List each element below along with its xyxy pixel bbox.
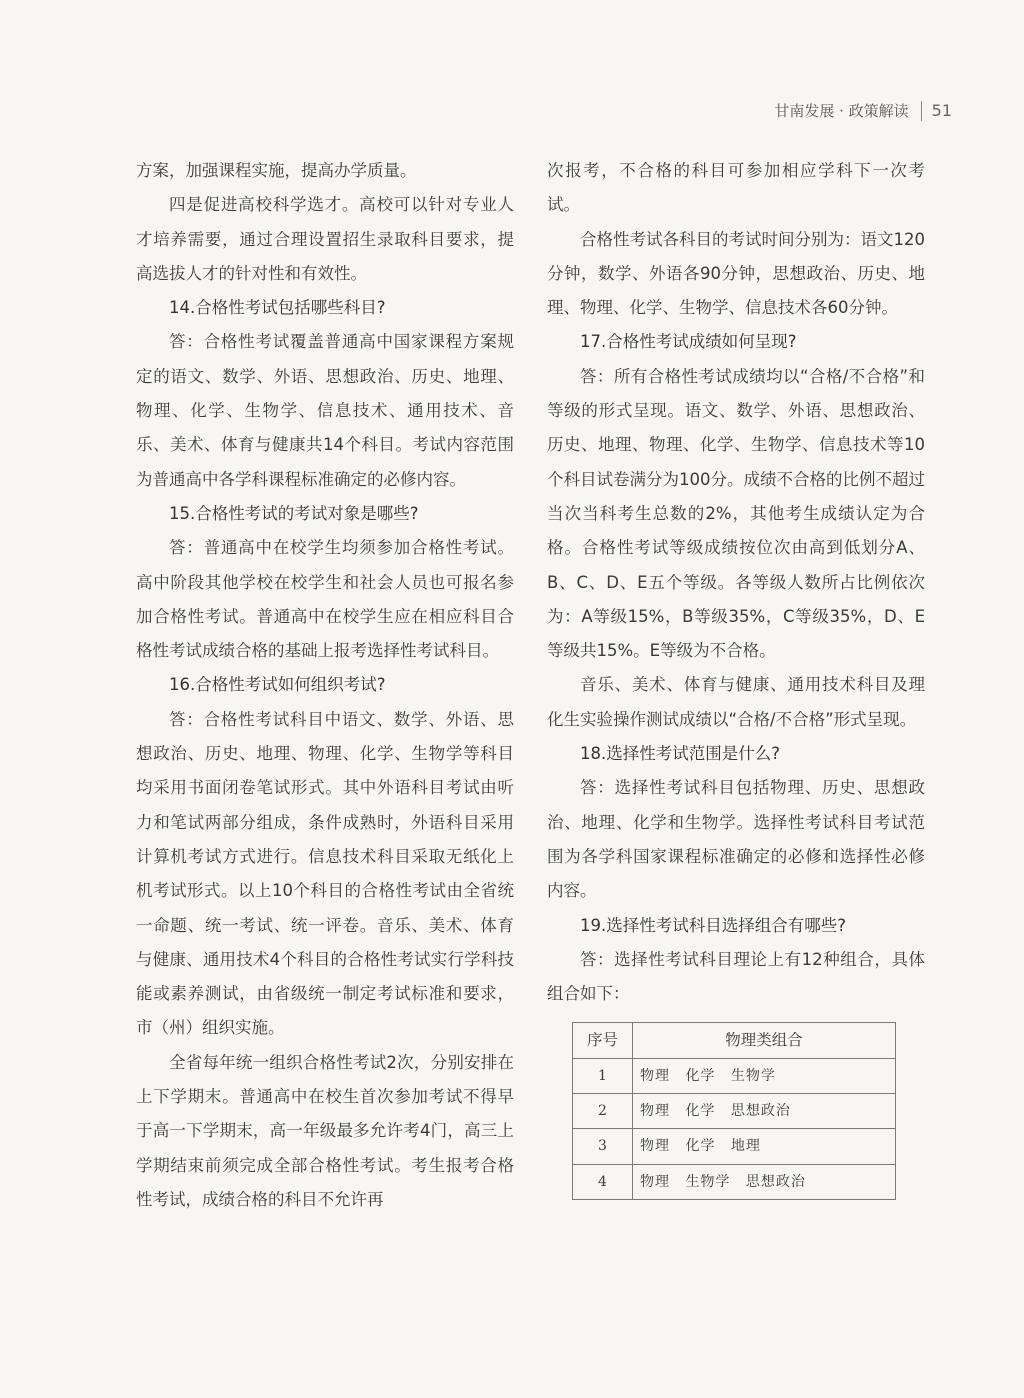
combination-table [572,1022,896,1199]
body-paragraph: 答：合格性考试科目中语文、数学、外语、思想政治、历史、地理、物理、化学、生物学等科目均采用书面闭卷笔试形式。其中外语科目考试由听力和笔试两部分组成，条件成熟时，外语科目采用计算机考试方式进行。信息技术科目采取无纸化上机考试形式。以上10个科目的合格性考试由全省统一命题、统一考试、统一评卷。音乐、美术、体育与健康、通用技术4个科目的合格性考试实行学科技能或素养测试，由省级统一制定考试标准和要求，市（州）组织实施。 [136,709,514,1038]
question-heading: 17.合格性考试成绩如何呈现? [580,332,797,352]
table-header-combo: 物理类组合 [633,1023,896,1058]
table-header-no: 序号 [573,1023,633,1058]
table-row [573,1094,896,1129]
body-paragraph: 答：选择性考试科目理论上有12种组合，具体组合如下： [547,949,925,1004]
right-column [547,154,925,1200]
right-paragraphs [547,154,925,1011]
table-row [573,1058,896,1093]
body-paragraph: 合格性考试各科目的考试时间分别为：语文120分钟，数学、外语各90分钟，思想政治、历史、地理、物理、化学、生物学、信息技术各60分钟。 [547,229,925,318]
header-title: 甘南发展 · 政策解读 [774,102,909,120]
running-header [774,100,952,121]
row-subjects: 物理 生物学 思想政治 [633,1164,896,1199]
row-subjects: 物理 化学 地理 [633,1129,896,1164]
question-heading: 18.选择性考试范围是什么? [580,744,780,764]
table-row [573,1164,896,1199]
row-subjects: 物理 化学 思想政治 [633,1094,896,1129]
body-paragraph: 答：所有合格性考试成绩均以“合格/不合格”和等级的形式呈现。语文、数学、外语、思想政治、历史、地理、物理、化学、生物学、信息技术等10个科目试卷满分为100分。成绩不合格的比例不超过当次当科考生总数的2%，其他考生成绩认定为合格。合格性考试等级成绩按位次由高到低划分A、B、C、D、E五个等级。各等级人数所占比例依次为：A等级15%，B等级35%，C等级35%，D、E等级共15%。E等级为不合格。 [547,366,925,661]
body-paragraph: 全省每年统一组织合格性考试2次，分别安排在上下学期末。普通高中在校生首次参加考试不得早于高一下学期末，高一年级最多允许考4门，高三上学期结束前须完成全部合格性考试。考生报考合格性考试，成绩合格的科目不允许再 [136,1052,514,1209]
question-heading: 19.选择性考试科目选择组合有哪些? [580,915,846,935]
question-heading: 14.合格性考试包括哪些科目? [169,298,386,318]
header-divider [921,101,922,121]
body-paragraph: 答：普通高中在校学生均须参加合格性考试。高中阶段其他学校在校学生和社会人员也可报名参加合格性考试。普通高中在校学生应在相应科目合格性考试成绩合格的基础上报考选择性考试科目。 [136,538,514,661]
question-heading: 16.合格性考试如何组织考试? [169,675,386,695]
row-number: 2 [573,1094,633,1129]
question-heading: 15.合格性考试的考试对象是哪些? [169,503,419,523]
table-header-row [573,1023,896,1058]
left-column [136,154,514,1217]
body-paragraph: 答：合格性考试覆盖普通高中国家课程方案规定的语文、数学、外语、思想政治、历史、地理、物理、化学、生物学、信息技术、通用技术、音乐、美术、体育与健康共14个科目。考试内容范围为普通高中各学科课程标准确定的必修内容。 [136,332,514,489]
table-row [573,1129,896,1164]
body-paragraph: 方案，加强课程实施，提高办学质量。 [136,161,417,180]
row-number: 3 [573,1129,633,1164]
row-number: 4 [573,1164,633,1199]
body-paragraph: 次报考，不合格的科目可参加相应学科下一次考试。 [547,161,925,215]
body-paragraph: 音乐、美术、体育与健康、通用技术科目及理化生实验操作测试成绩以“合格/不合格”形式呈现。 [547,675,925,729]
page-number: 51 [931,101,952,120]
body-paragraph: 四是促进高校科学选才。高校可以针对专业人才培养需要，通过合理设置招生录取科目要求，提高选拔人才的针对性和有效性。 [136,195,514,283]
body-paragraph: 答：选择性考试科目包括物理、历史、思想政治、地理、化学和生物学。选择性考试科目考试范围为各学科国家课程标准确定的必修和选择性必修内容。 [547,778,925,901]
row-number: 1 [573,1058,633,1093]
row-subjects: 物理 化学 生物学 [633,1058,896,1093]
